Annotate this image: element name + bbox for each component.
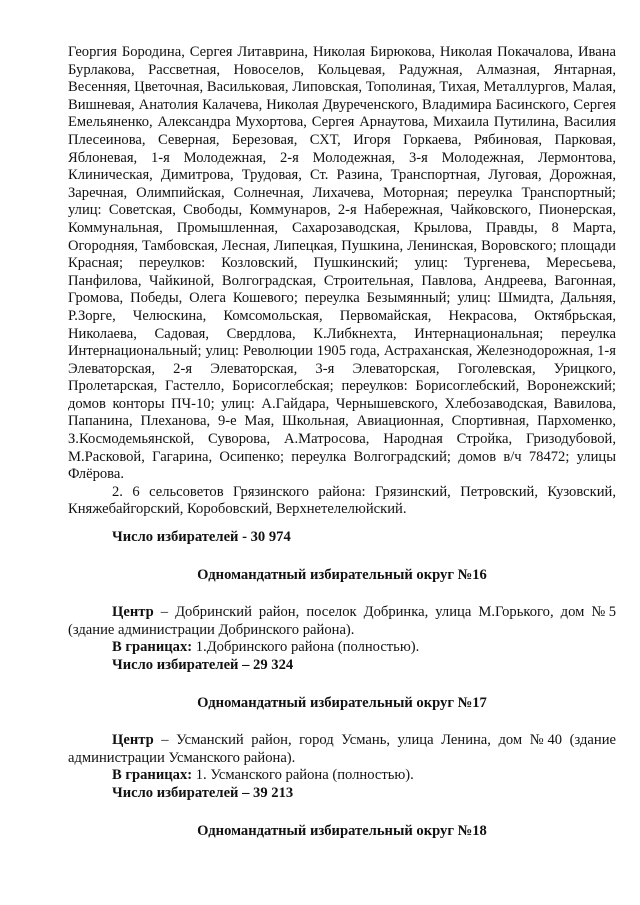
spacer — [68, 547, 616, 567]
voters-count-16: Число избирателей – 29 324 — [112, 657, 294, 673]
spacer — [68, 712, 616, 732]
district-16-bounds — [68, 639, 616, 657]
spacer — [68, 803, 616, 823]
district-17-heading: Одномандатный избирательный округ №17 — [197, 694, 487, 711]
district-17-bounds — [68, 767, 616, 785]
bounds-text: 1. Усманского района (полностью). — [192, 767, 414, 784]
center-text: – Добринский район, поселок Добринка, улица М.Горького, дом №5 (здание администрации Добринского района). — [68, 604, 616, 638]
bounds-label: В границах: — [112, 767, 193, 784]
center-text: – Усманский район, город Усмань, улица Ленина, дом №40 (здание администрации Усманского района). — [68, 732, 616, 766]
center-label: Центр — [112, 732, 154, 749]
voters-count-17: Число избирателей – 39 213 — [112, 784, 294, 801]
document-page — [68, 44, 616, 840]
district-17-center — [68, 732, 616, 767]
rural-councils-paragraph: 2. 6 сельсоветов Грязинского района: Грязинский, Петровский, Кузовский, Княжебайгорский, Коробовский, Верхнетелелюйский. — [68, 483, 616, 518]
district-18-heading: Одномандатный избирательный округ №18 — [197, 822, 487, 839]
bounds-label: В границах: — [112, 639, 193, 656]
district-16-heading: Одномандатный избирательный округ №16 — [197, 566, 487, 583]
voters-count-15: Число избирателей - 30 974 — [112, 529, 291, 546]
center-label: Центр — [112, 604, 154, 621]
spacer — [68, 675, 616, 695]
spacer — [68, 519, 616, 529]
bounds-text: 1.Добринского района (полностью). — [192, 639, 420, 656]
spacer — [68, 584, 616, 604]
district-16-center — [68, 604, 616, 639]
streets-list-paragraph: Георгия Бородина, Сергея Литаврина, Николая Бирюкова, Николая Покачалова, Ивана Бурлакова, Рассветная, Новоселов, Кольцевая, Радужная, Алмазная, Янтарная, Весенняя, Цветочная, Васильковая, Липовская, Тополиная, Тихая, Металлургов, Малая, Вишневая, Анатолия Калачева, Николая Двуреченского, Владимира Басинского, Сергея Емельяненко, Александра Мухортова, Сергея Арнаутова, Михаила Путилина, Василия Плесеинова, Северная, Березовая, СХТ, Игоря Горкаева, Рябиновая, Парковая, Яблоневая, 1-я Молодежная, 2-я Молодежная, 3-я Молодежная, Лермонтова, Клиническая, Димитрова, Трудовая, Ст. Разина, Транспортная, Луговая, Дорожная, Заречная, Олимпийская, Солнечная, Лихачева, Моторная; переулка Транспортный; улиц: Советская, Свободы, Коммунаров, 2-я Набережная, Чайковского, Пионерская, Коммунальная, Промышленная, Сахарозаводская, Крылова, Правды, 8 Марта, Огородняя, Тамбовская, Лесная, Липецкая, Пушкина, Ленинская, Воровского; площади Красная; переулков: Козловский, Пушкинский; улиц: Тургенева, Мересьева, Панфилова, Чайкиной, Волгоградская, Строительная, Павлова, Андреева, Вагонная, Громова, Победы, Олега Кошевого; переулка Безымянный; улиц: Шмидта, Дальняя, Р.Зорге, Челюскина, Комсомольская, Первомайская, Некрасова, Октябрьская, Николаева, Садовая, Свердлова, К.Либкнехта, Интернациональная; переулка Интернациональный; улиц: Революции 1905 года, Астраханская, Железнодорожная, 1-я Элеваторская, 2-я Элеваторская, 3-я Элеваторская, Гоголевская, Урицкого, Пролетарская, Гастелло, Борисоглебская; переулков: Борисоглебский, Воронежский; домов конторы ПЧ-10; улиц: А.Гайдара, Чернышевского, Хлебозаводская, Вавилова, Папанина, Плеханова, 9-е Мая, Школьная, Авиационная, Спортивная, Пархоменко, З.Космодемьянской, Суворова, А.Матросова, Народная Стройка, Гризодубовой, М.Расковой, Гагарина, Осипенко; переулка Волгоградский; домов в/ч 78472; улицы Флёрова. — [68, 44, 616, 483]
